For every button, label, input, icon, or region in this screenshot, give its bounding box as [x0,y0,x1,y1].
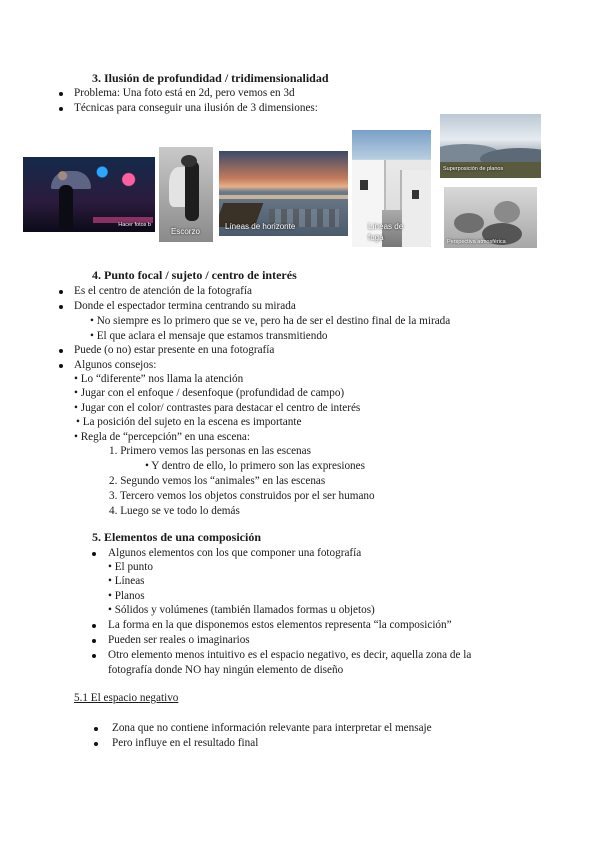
section-5-1-heading: 5.1 El espacio negativo [74,692,179,704]
rule-2: 2. Segundo vemos los “animales” en las escenas [109,475,326,487]
bullet-dot [92,639,96,643]
bullet-dot [59,107,63,111]
bullet-dot [94,727,98,731]
section-5-1-bullet-2: Pero influye en el resultado final [112,737,259,749]
photo-vanishing-lines [352,130,431,247]
bullet-dot [59,364,63,368]
bullet-dot [59,92,63,96]
section-4-sub-1: • No siempre es lo primero que se ve, pero ha de ser el destino final de la mirada [90,315,451,327]
section-3-heading: 3. Ilusión de profundidad / tridimensionalidad [92,71,329,85]
section-5-bullet-4-line-2: fotografía donde NO hay ningún elemento de diseño [108,664,344,676]
bullet-dot [92,624,96,628]
rule-1-sub: • Y dentro de ello, lo primero son las expresiones [145,460,365,472]
element-1: • El punto [108,561,153,573]
section-5-heading: 5. Elementos de una composición [92,530,262,544]
section-3-bullet-1: Problema: Una foto está en 2d, pero vemos en 3d [74,87,295,99]
rule-1: 1. Primero vemos las personas en las escenas [109,445,311,457]
section-4-bullet-4: Algunos consejos: [74,359,157,371]
photo-caption: Superposición de planos [443,166,504,172]
tip-1: • Lo “diferente” nos llama la atención [74,373,244,385]
bullet-dot [92,654,96,658]
tip-4: • La posición del sujeto en la escena es importante [76,416,302,428]
section-4-bullet-2: Donde el espectador termina centrando su mirada [74,300,296,312]
photo-caption: Perspectiva atmosférica [447,239,506,245]
element-4: • Sólidos y volúmenes (también llamados formas u objetos) [108,604,375,616]
section-4-sub-2: • El que aclara el mensaje que estamos transmitiendo [90,330,328,342]
bullet-dot [92,552,96,556]
section-5-bullet-1: Algunos elementos con los que componer una fotografía [108,547,362,559]
element-3: • Planos [108,590,145,602]
section-5-bullet-4-line-1: Otro elemento menos intuitivo es el espacio negativo, es decir, aquella zona de la [108,649,472,661]
section-4-bullet-1: Es el centro de atención de la fotografía [74,285,252,297]
photo-horizon-lines [219,151,348,236]
tip-2: • Jugar con el enfoque / desenfoque (profundidad de campo) [74,387,345,399]
photo-caption: Escorzo [171,227,200,236]
tip-3: • Jugar con el color/ contrastes para destacar el centro de interés [74,402,361,414]
section-5-bullet-2: La forma en la que disponemos estos elementos representa “la composición” [108,619,452,631]
rule-3: 3. Tercero vemos los objetos construidos por el ser humano [109,490,375,502]
section-5-1-bullet-1: Zona que no contiene información relevante para interpretar el mensaje [112,722,432,734]
element-2: • Líneas [108,575,145,587]
bullet-dot [59,290,63,294]
bullet-dot [94,742,98,746]
photo-foreshortening [159,147,213,242]
bullet-dot [59,305,63,309]
rule-4: 4. Luego se ve todo lo demás [109,505,240,517]
bullet-dot [59,349,63,353]
section-5-bullet-3: Pueden ser reales o imaginarios [108,634,250,646]
section-3-bullet-2: Técnicas para conseguir una ilusión de 3 dimensiones: [74,102,318,114]
section-4-bullet-3: Puede (o no) estar presente en una fotografía [74,344,275,356]
photo-caption-line-1: Líneas de [368,222,404,231]
photo-caption: Líneas de horizonte [225,222,296,231]
photo-caption-line-2: fuga [368,233,384,242]
photo-night-umbrella [23,157,155,232]
photo-caption: Hacer fotos b [118,222,151,228]
photo-atmospheric-perspective [444,187,537,248]
section-4-heading: 4. Punto focal / sujeto / centro de interés [92,268,297,282]
photo-plane-overlap [440,114,541,178]
tip-5: • Regla de “percepción” en una escena: [74,431,250,443]
